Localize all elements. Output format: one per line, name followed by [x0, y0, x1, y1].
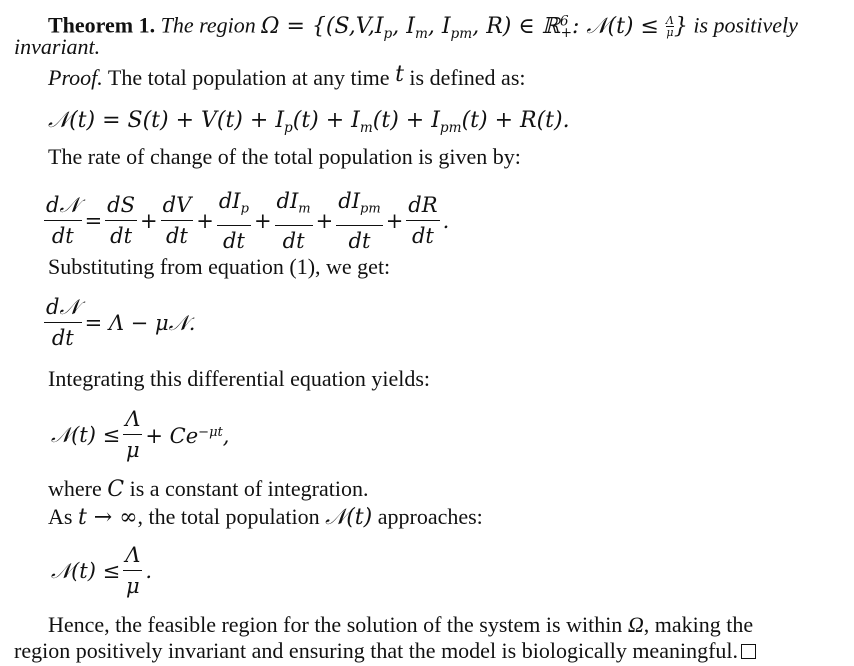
- theorem-prefix: The region: [160, 12, 256, 38]
- theorem-suffix: is positively: [693, 12, 798, 38]
- conclusion-line1: Hence, the feasible region for the solution of the system is within Ω, making the: [48, 612, 754, 637]
- derivative-sum-equation: $\frac{\text{d𝒩}}{dt}$ = $\frac{dS}{dt}$ + $\frac{dV}{dt}$ + $\frac{dI_p}{dt}$ + $\frac{dI_m}{dt}$ + $\frac{dI_{pm}}{dt}$ + $\frac{dR}{dt}$ .: [44, 186, 452, 256]
- integration-text: Integrating this differential equation yields:: [48, 366, 431, 391]
- differential-equation: $\frac{\text{d𝒩}}{dt}$ = Λ − μ𝒩.: [44, 292, 198, 353]
- qed-square-icon: [741, 644, 756, 659]
- total-population-equation: 𝒩(t) = $S(t) + V(t) + I_p(t) + I_m(t) + I_{pm}(t) + R(t)$.: [48, 108, 570, 136]
- theorem-statement-line1: [48, 8, 798, 46]
- proof-label: Proof.: [48, 65, 103, 90]
- rate-text: The rate of change of the total population is given by:: [48, 144, 521, 169]
- omega-symbol: Ω: [627, 612, 644, 637]
- region-definition: $\Omega = \{(S,V,I_p$, $I_m$, $I_{pm}$, R) ∈ ℝ$^6_+$: 𝒩(t) ≤ $\frac{\Lambda}{\mu}$}: [261, 13, 688, 42]
- constant-text: where C is a constant of integration.: [48, 476, 369, 502]
- limit-text: As t → ∞, the total population 𝒩(t) approaches:: [48, 504, 483, 530]
- substitution-text: Substituting from equation (1), we get:: [48, 254, 391, 279]
- limit-inequality: 𝒩(t) ≤ $\frac{\Lambda}{\mu}$ .: [48, 540, 155, 601]
- proof-intro: Proof. The total population at any time t is defined as:: [48, 62, 526, 90]
- theorem-statement-line2: invariant.: [14, 34, 101, 59]
- conclusion-line2: region positively invariant and ensuring that the model is biologically meaningful.: [14, 638, 756, 664]
- integrated-inequality: 𝒩(t) ≤ $\frac{\Lambda}{\mu}$ + $Ce^{-\mu t}$,: [48, 404, 232, 465]
- theorem-label: Theorem 1.: [48, 12, 156, 38]
